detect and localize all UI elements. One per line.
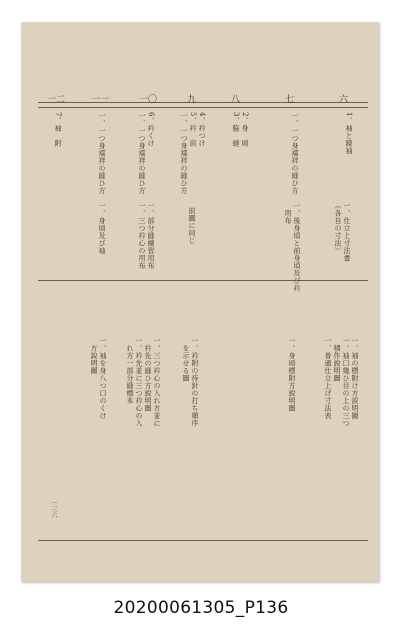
- column-number: 九: [187, 95, 197, 105]
- page-number: 一三六: [50, 500, 57, 518]
- column-number: 一二: [47, 95, 66, 105]
- materials-text: 一、部分縫練習用布 一、三つ衿心の用布: [138, 202, 155, 270]
- column-number: 六: [339, 95, 349, 105]
- lesson-topic: 1、袖と鏡袖: [345, 112, 353, 155]
- column-7: [263, 22, 317, 582]
- book-page: [21, 22, 379, 582]
- column-10: [119, 22, 173, 582]
- references-text: 一、袖の標附け方説明圖 一、袖口幾ひ目の上の三つ 積作說明圖 一、普通仕立上げ寸法表: [324, 337, 359, 427]
- column-12: [33, 22, 87, 582]
- references-text: 一、衿附の待針の打ち順序 を示せる圖: [182, 337, 199, 427]
- lesson-topic: 6、衿くけ 一、一つ身襦袢の縫ひ方: [138, 112, 155, 195]
- lesson-topic: 一、一つ身襦袢の縫ひ方: [291, 112, 299, 195]
- column-6: [317, 22, 371, 582]
- lesson-topic: 7、袖 附: [54, 112, 62, 147]
- column-number: 一一: [91, 95, 110, 105]
- lesson-topic: 2、身 頃 3、脇 縫: [232, 112, 249, 147]
- column-number: 七: [285, 95, 295, 105]
- lesson-topic: 一、一つ身襦袢の縫ひ方: [98, 112, 106, 195]
- materials-text: 一、仕立上寸法書 （各自の寸法）: [334, 202, 351, 262]
- image-caption: 20200061305_P136: [113, 598, 289, 618]
- materials-text: 前圖に同じ: [188, 207, 196, 245]
- lesson-topic: 4、衿つけ 5、衿 肩 一、一つ身襦袢の縫ひ方: [180, 112, 206, 195]
- references-text: 一、袖を身八つ口のくけ 方說明圖: [90, 337, 107, 420]
- column-number: 一〇: [139, 95, 158, 105]
- column-number: 八: [231, 95, 241, 105]
- materials-text: 一、後身頃と前身頃及び衿 用布: [284, 202, 301, 292]
- column-9: [165, 22, 219, 582]
- references-text: 一、身頃標附方說明圖: [288, 337, 296, 412]
- materials-text: 一、身頃及び袖: [98, 202, 106, 255]
- references-text: 一、三つ衿心の入れ方並に 衿先の縫ひ方說明圖 一、衿先並に三つ衿心の入 れ方一部分縫標本: [126, 337, 161, 427]
